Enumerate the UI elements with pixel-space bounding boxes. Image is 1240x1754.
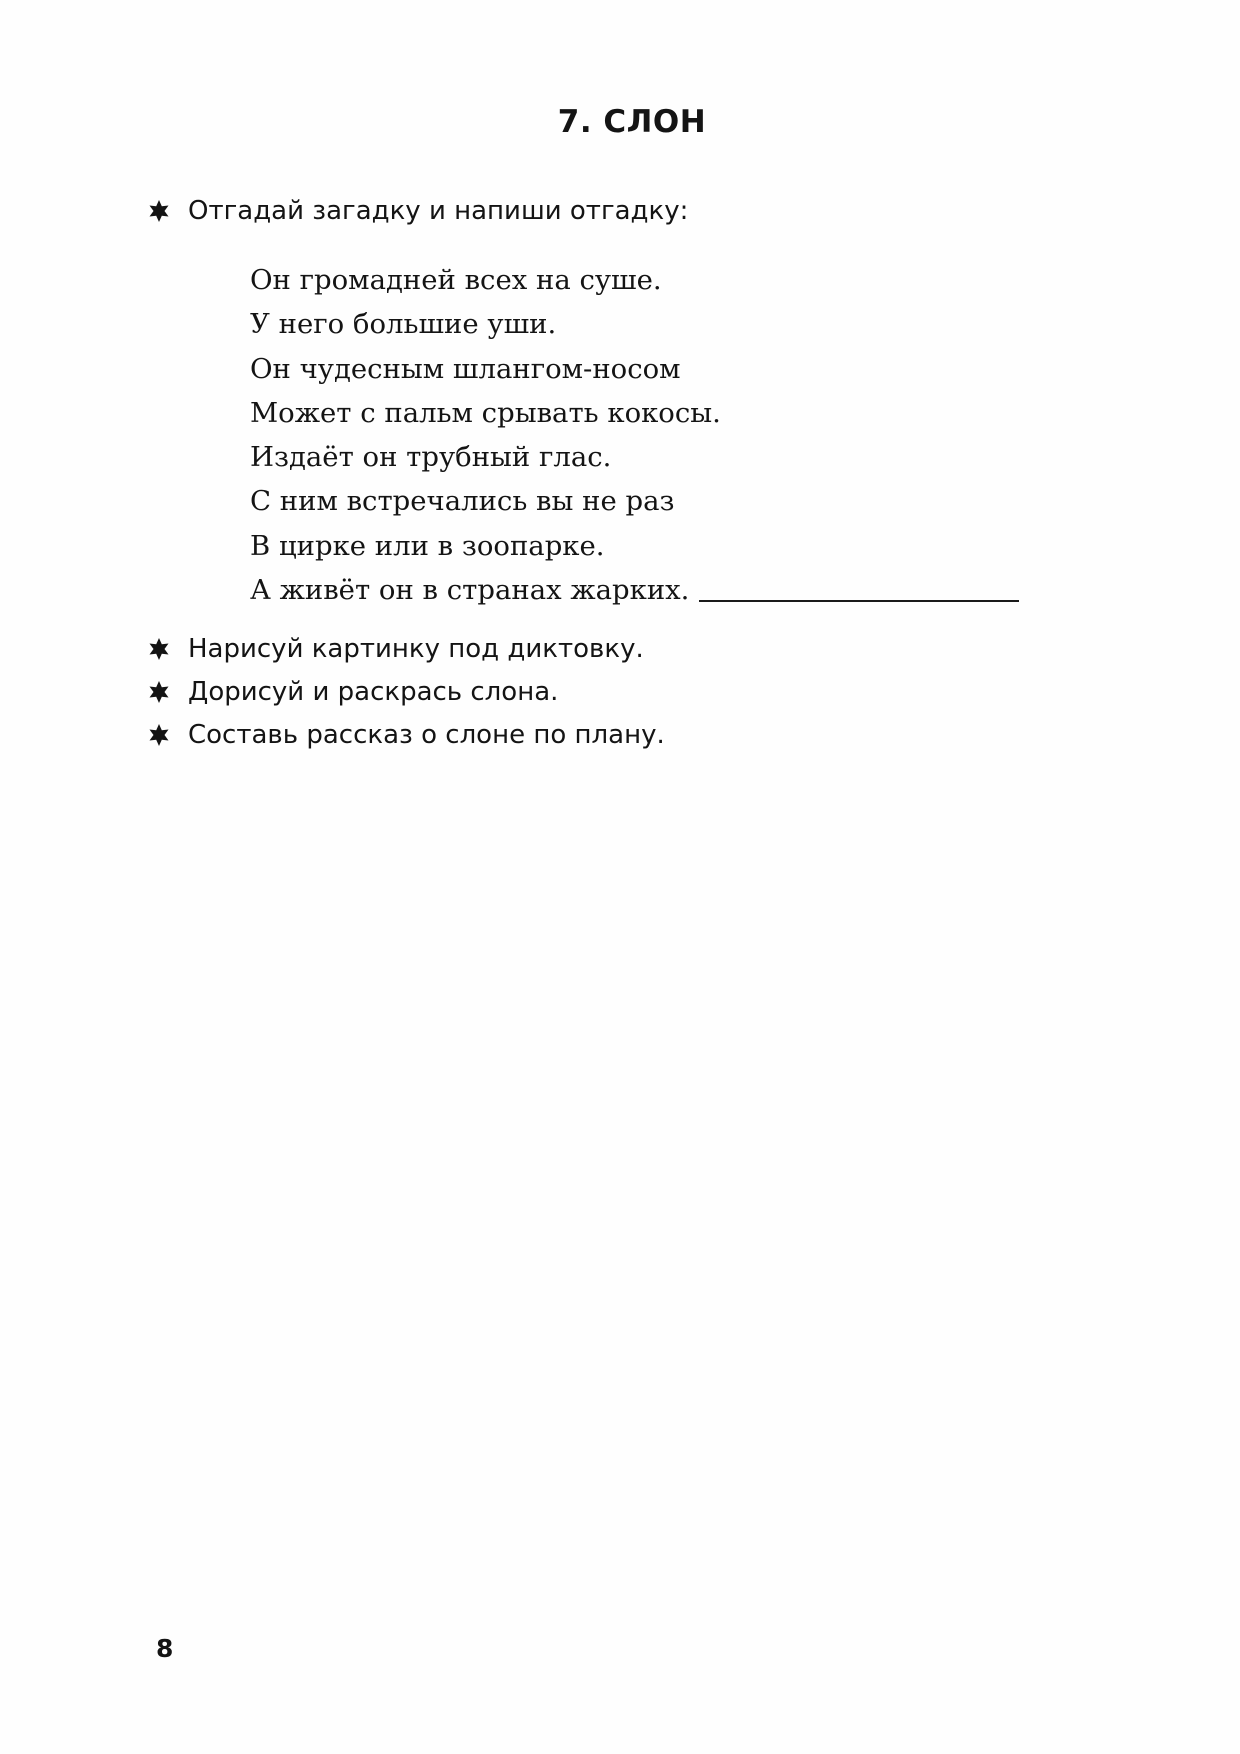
- task-text: Отгадай загадку и напиши отгадку:: [188, 196, 689, 226]
- page-title: 7. СЛОН: [557, 104, 707, 140]
- task-guess-riddle: [148, 196, 688, 226]
- star-bullet-icon: [148, 681, 170, 703]
- page-number: 8: [156, 1634, 174, 1663]
- poem-line: В цирке или в зоопарке.: [250, 529, 605, 562]
- riddle-poem: [250, 258, 1019, 612]
- poem-line-text: А живёт он в странах жарких.: [250, 574, 690, 607]
- task-text: Составь рассказ о слоне по плану.: [188, 720, 665, 750]
- task-color-elephant: [148, 677, 558, 707]
- poem-line: Издаёт он трубный глас.: [250, 441, 612, 474]
- star-bullet-icon: [148, 200, 170, 222]
- poem-line: С ним встречались вы не раз: [250, 485, 675, 518]
- task-text: Нарисуй картинку под диктовку.: [188, 634, 644, 664]
- task-text: Дорисуй и раскрась слона.: [188, 677, 559, 707]
- poem-line: Он чудесным шлангом-носом: [250, 352, 681, 385]
- poem-line: Он громадней всех на суше.: [250, 264, 662, 296]
- poem-line-last: [250, 568, 1019, 612]
- task-draw-dictation: [148, 634, 644, 664]
- poem-line: У него большие уши.: [250, 308, 557, 341]
- poem-line: Может с пальм срывать кокосы.: [250, 396, 721, 429]
- answer-blank-line[interactable]: [699, 600, 1019, 602]
- star-bullet-icon: [148, 724, 170, 746]
- star-bullet-icon: [148, 638, 170, 660]
- task-write-story: [148, 720, 665, 750]
